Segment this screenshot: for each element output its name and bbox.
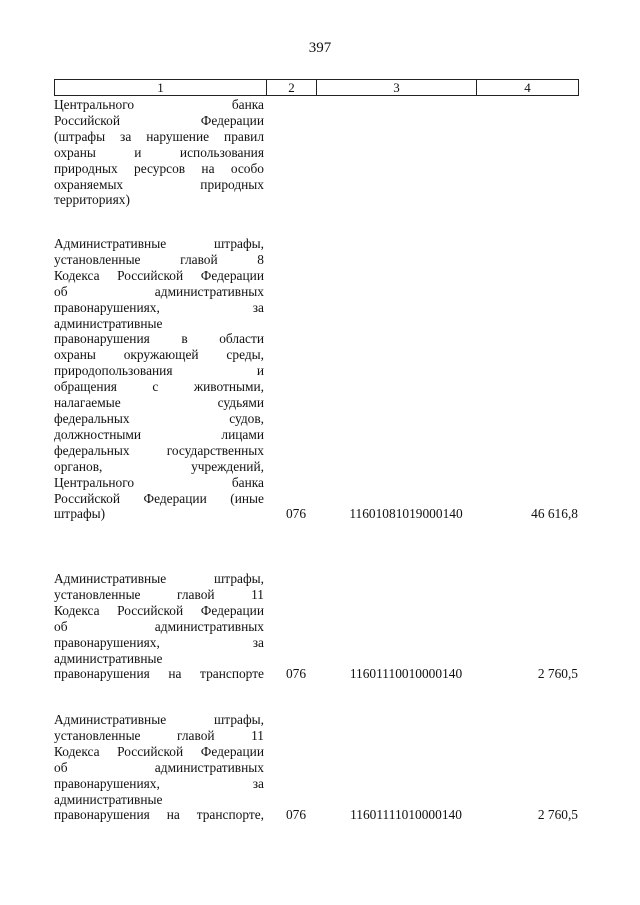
description-line: (штрафы за нарушение правил xyxy=(54,128,264,144)
description-line: Административные штрафы, xyxy=(54,712,264,727)
description-line: Кодекса Российской Федерации xyxy=(54,602,264,618)
description-line: правонарушения на транспорте, xyxy=(54,807,264,823)
description-line: правонарушениях, за xyxy=(54,634,264,650)
description-line: об административных xyxy=(54,283,264,299)
row-description xyxy=(54,97,264,208)
description-line: природных ресурсов на особо xyxy=(54,160,264,176)
description-line: федеральных судов, xyxy=(54,410,264,426)
description-line: Российской Федерации (иные xyxy=(54,490,264,506)
description-line: территориях) xyxy=(54,192,130,208)
description-line: об административных xyxy=(54,618,264,634)
row-budget-classification-code: 11601081019000140 xyxy=(349,506,463,522)
description-line: штрафы) xyxy=(54,506,106,522)
description-line: охраны и использования xyxy=(54,144,264,160)
row-admin-code: 076 xyxy=(285,666,307,682)
row-budget-classification-code: 11601110010000140 xyxy=(349,666,463,682)
description-line: об административных xyxy=(54,759,264,775)
column-header-2: 2 xyxy=(267,80,317,96)
description-line: Центрального банка xyxy=(54,474,264,490)
column-header-table xyxy=(54,79,579,96)
description-line: налагаемые судьями xyxy=(54,395,264,411)
description-line: административные xyxy=(54,791,163,807)
description-line: Кодекса Российской Федерации xyxy=(54,267,264,283)
description-line: правонарушениях, за xyxy=(54,775,264,791)
description-line: органов, учреждений, xyxy=(54,458,264,474)
description-line: должностными лицами xyxy=(54,426,264,442)
description-line: правонарушениях, за xyxy=(54,299,264,315)
description-line: административные xyxy=(54,650,163,666)
description-line: установленные главой 8 xyxy=(54,251,264,267)
description-line: федеральных государственных xyxy=(54,442,264,458)
row-amount: 2 760,5 xyxy=(537,807,578,823)
description-line: обращения с животными, xyxy=(54,379,264,395)
description-line: правонарушения на транспорте xyxy=(54,666,264,682)
description-line: установленные главой 11 xyxy=(54,727,264,743)
row-amount: 2 760,5 xyxy=(537,666,578,682)
description-line: охраны окружающей среды, xyxy=(54,347,264,363)
column-header-4: 4 xyxy=(477,80,579,96)
description-line: Российской Федерации xyxy=(54,112,264,128)
description-line: установленные главой 11 xyxy=(54,586,264,602)
row-description xyxy=(54,571,264,682)
description-line: природопользования и xyxy=(54,363,264,379)
column-header-row xyxy=(55,80,579,96)
column-header-3: 3 xyxy=(317,80,477,96)
description-line: правонарушения в области xyxy=(54,331,264,347)
column-header-1: 1 xyxy=(55,80,267,96)
description-line: Административные штрафы, xyxy=(54,571,264,586)
page-number: 397 xyxy=(308,40,332,56)
description-line: охраняемых природных xyxy=(54,176,264,192)
row-amount: 46 616,8 xyxy=(531,506,578,522)
row-budget-classification-code: 11601111010000140 xyxy=(350,807,462,823)
description-line: Кодекса Российской Федерации xyxy=(54,743,264,759)
description-line: административные xyxy=(54,315,163,331)
description-line: Административные штрафы, xyxy=(54,236,264,251)
row-admin-code: 076 xyxy=(285,807,307,823)
row-description xyxy=(54,236,264,522)
row-admin-code: 076 xyxy=(285,506,307,522)
description-line: Центрального банка xyxy=(54,97,264,112)
row-description xyxy=(54,712,264,823)
